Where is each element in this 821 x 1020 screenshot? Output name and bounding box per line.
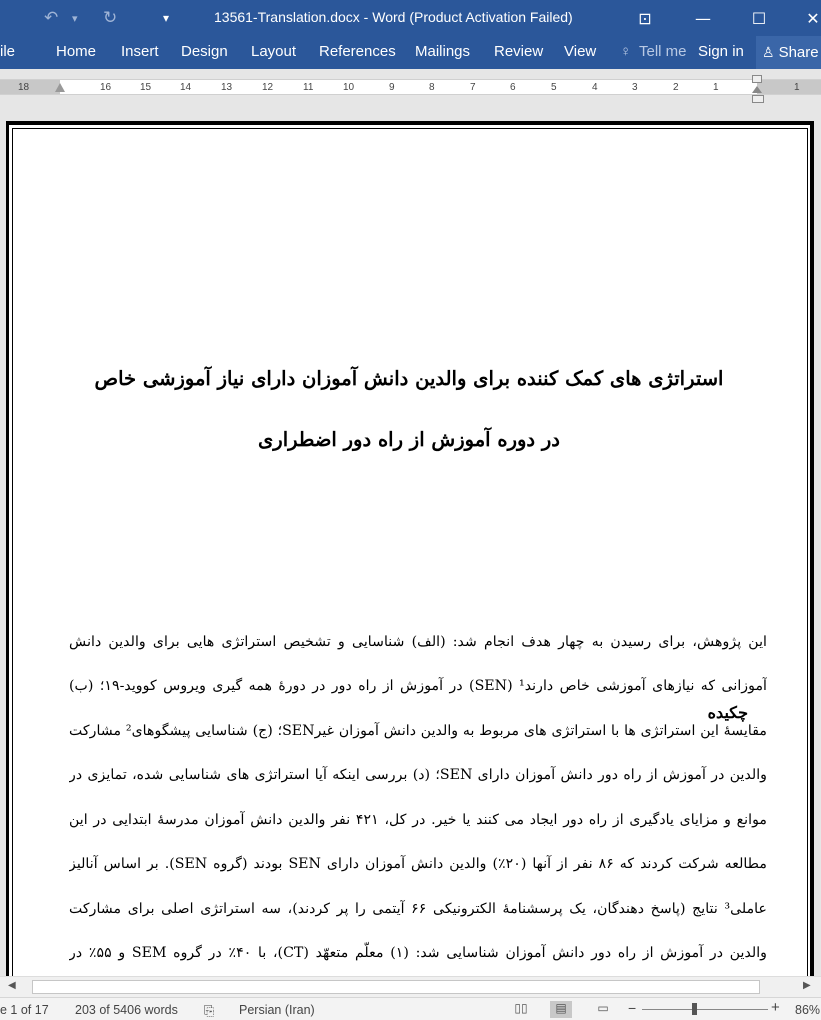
ruler-right-margin bbox=[757, 80, 821, 94]
zoom-in-button[interactable]: + bbox=[771, 999, 780, 1016]
tab-file[interactable]: ile bbox=[0, 43, 16, 60]
undo-icon[interactable]: ↶ bbox=[44, 8, 59, 28]
ruler-label: 7 bbox=[470, 82, 476, 93]
paragraph-line: موانع و مزایای یادگیری از راه دور ایجاد می کنند یا خیر. در کل، ۴۲۱ نفر والدین دانش آموزان مدرسۀ ابتدایی در این bbox=[69, 812, 767, 828]
zoom-slider-handle[interactable] bbox=[692, 1003, 697, 1015]
close-button[interactable]: ✕ bbox=[806, 8, 820, 28]
left-indent-marker[interactable] bbox=[55, 83, 65, 92]
zoom-level[interactable]: 86% bbox=[795, 1003, 821, 1017]
web-layout-icon[interactable]: ▭ bbox=[597, 1001, 609, 1015]
minimize-button[interactable]: — bbox=[695, 8, 711, 28]
zoom-slider[interactable] bbox=[642, 1009, 768, 1010]
scroll-right-icon[interactable]: ▶ bbox=[803, 980, 811, 991]
zoom-out-button[interactable]: − bbox=[628, 1000, 637, 1016]
paragraph-line: والدین در آموزش از راه دور دانش آموزان شناسایی شد: (۱) معلّم متعهّد (CT)، با ۴۰٪ در گروه SEM و ۵۵٪ در bbox=[69, 945, 767, 961]
status-bar bbox=[0, 997, 821, 1020]
ruler-label: 1 bbox=[794, 82, 800, 93]
ribbon-display-options-icon[interactable]: ⊡ bbox=[638, 8, 652, 28]
share-label: Share bbox=[778, 44, 819, 61]
paragraph-line: آموزانی که نیازهای آموزشی خاص دارند¹ (SEN) در آموزش از راه دور در دورۀ همه گیری ویروس کووید-۱۹؛ (ب) bbox=[69, 678, 767, 694]
ribbon-tabs bbox=[0, 36, 821, 69]
document-title-line-1: استراتژی های کمک کننده برای والدین دانش آموزان دارای نیاز آموزشی خاص bbox=[94, 367, 724, 390]
sign-in-link[interactable]: Sign in bbox=[698, 43, 744, 60]
customize-toolbar-icon[interactable]: ▾ bbox=[163, 11, 170, 25]
ruler-label: 4 bbox=[592, 82, 598, 93]
ruler-label: 3 bbox=[632, 82, 638, 93]
word-count[interactable]: 203 of 5406 words bbox=[75, 1003, 178, 1017]
repeat-icon[interactable]: ↻ bbox=[103, 8, 118, 28]
ruler-label: 1 bbox=[713, 82, 719, 93]
tab-review[interactable]: Review bbox=[494, 43, 544, 60]
language-indicator[interactable]: Persian (Iran) bbox=[239, 1003, 315, 1017]
paragraph-line: این پژوهش، برای رسیدن به چهار هدف انجام شد: (الف) شناسایی و تشخیص استراتژی هایی برای والدین دانش bbox=[69, 634, 767, 650]
title-bar bbox=[0, 0, 821, 36]
ruler-label: 6 bbox=[510, 82, 516, 93]
ruler-label: 2 bbox=[673, 82, 679, 93]
tab-home[interactable]: Home bbox=[56, 43, 97, 60]
ruler-left-margin bbox=[0, 80, 60, 94]
tab-mailings[interactable]: Mailings bbox=[415, 43, 471, 60]
paragraph-line: مقایسۀ این استراتژی ها با استراتژی های مربوط به والدین دانش آموزان غیرSEN؛ (ج) شناسایی پیشگوهای² مشارکت bbox=[69, 723, 767, 739]
undo-dropdown-icon[interactable]: ▾ bbox=[72, 11, 78, 25]
ruler-area bbox=[0, 69, 821, 108]
paragraph-line: مطالعه شرکت کردند که ۸۶ نفر از آنها (۲۰٪) والدین دانش آموزان دارای SEN بودند (گروه SEN). بر اساس آنالیز bbox=[69, 856, 767, 872]
ruler-label: 13 bbox=[221, 82, 233, 93]
tab-references[interactable]: References bbox=[319, 43, 396, 60]
document-page[interactable] bbox=[6, 121, 814, 976]
page-count[interactable]: e 1 of 17 bbox=[0, 1003, 49, 1017]
ruler-label: 18 bbox=[18, 82, 30, 93]
tab-design[interactable]: Design bbox=[181, 43, 228, 60]
ruler-label: 14 bbox=[180, 82, 192, 93]
paragraph-line: عاملی³ نتایج (پاسخ دهندگان، یک پرسشنامۀ الکترونیکی ۶۶ آیتمی را پر کردند)، سه استراتژی اصلی برای مشارکت bbox=[69, 901, 767, 917]
page-border bbox=[12, 128, 808, 976]
right-indent-marker[interactable] bbox=[752, 86, 762, 93]
ruler-label: 10 bbox=[343, 82, 355, 93]
tab-insert[interactable]: Insert bbox=[121, 43, 159, 60]
horizontal-scrollbar[interactable] bbox=[0, 976, 821, 997]
scroll-left-icon[interactable]: ◀ bbox=[8, 980, 16, 991]
lightbulb-icon[interactable]: ♀ bbox=[620, 43, 632, 60]
print-layout-icon[interactable]: ▤ bbox=[550, 1001, 572, 1018]
document-title-line-2: در دوره آموزش از راه دور اضطراری bbox=[258, 428, 560, 451]
ruler-label: 9 bbox=[389, 82, 395, 93]
share-button[interactable] bbox=[756, 36, 821, 69]
ruler-label: 15 bbox=[140, 82, 152, 93]
scrollbar-thumb[interactable] bbox=[32, 980, 760, 994]
ruler-label: 16 bbox=[100, 82, 112, 93]
tell-me-search[interactable]: Tell me bbox=[639, 43, 687, 60]
proofing-icon[interactable]: ⎘ bbox=[204, 1003, 215, 1018]
ruler-label: 11 bbox=[303, 82, 314, 93]
tab-view[interactable]: View bbox=[564, 43, 597, 60]
maximize-button[interactable]: ☐ bbox=[751, 8, 767, 28]
first-line-indent-marker[interactable] bbox=[752, 75, 762, 83]
tab-layout[interactable]: Layout bbox=[251, 43, 297, 60]
read-mode-icon[interactable]: ▯▯ bbox=[514, 1001, 528, 1015]
abstract-heading: چکیده bbox=[707, 703, 748, 722]
ruler-label: 5 bbox=[551, 82, 557, 93]
window-title: 13561-Translation.docx - Word (Product Activation Failed) bbox=[214, 9, 573, 25]
ruler-label: 12 bbox=[262, 82, 274, 93]
person-icon: ♙ bbox=[762, 44, 775, 60]
hanging-indent-marker[interactable] bbox=[752, 95, 764, 103]
ruler-label: 8 bbox=[429, 82, 435, 93]
paragraph-line: والدین در آموزش از راه دور دانش آموزان دارای SEN؛ (د) بررسی اینکه آیا استراتژی های شناسایی شده، تمایزی در bbox=[69, 767, 767, 783]
horizontal-ruler[interactable] bbox=[0, 79, 821, 95]
